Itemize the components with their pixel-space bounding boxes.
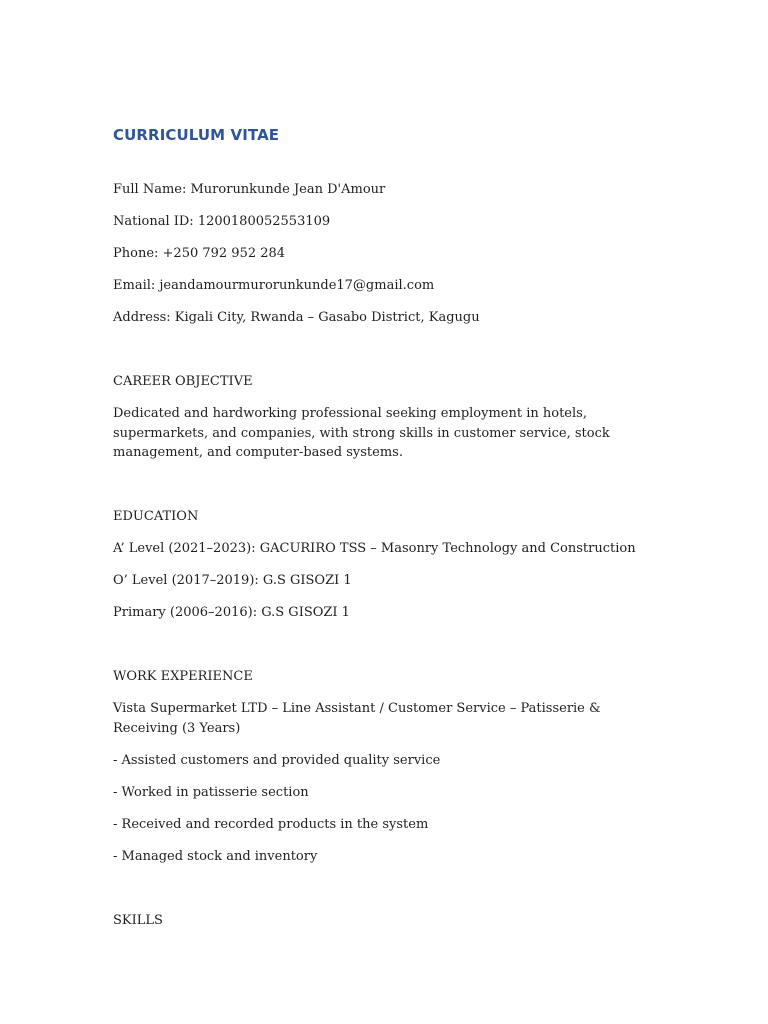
phone-line: Phone: +250 792 952 284 [113,246,286,261]
education-heading: EDUCATION [113,509,199,524]
work-duty-item: - Received and recorded products in the system [113,817,429,832]
national-id-line: National ID: 1200180052553109 [113,214,331,229]
education-item: A’ Level (2021–2023): GACURIRO TSS – Masonry Technology and Construction [113,541,636,556]
work-position: Vista Supermarket LTD – Line Assistant / Customer Service – Patisserie & Receiving (3 Years) [113,701,601,736]
education-item: Primary (2006–2016): G.S GISOZI 1 [113,605,350,620]
address-line: Address: Kigali City, Rwanda – Gasabo District, Kagugu [113,310,480,325]
work-duty-item: - Managed stock and inventory [113,849,318,864]
work-duty-item: - Assisted customers and provided quality service [113,753,441,768]
email-line: Email: jeandamourmurorunkunde17@gmail.com [113,278,435,293]
education-item: O’ Level (2017–2019): G.S GISOZI 1 [113,573,352,588]
document-title: CURRICULUM VITAE [113,126,280,144]
skills-heading: SKILLS [113,913,163,928]
full-name-line: Full Name: Murorunkunde Jean D'Amour [113,182,386,197]
career-objective-heading: CAREER OBJECTIVE [113,374,253,389]
work-experience-heading: WORK EXPERIENCE [113,669,253,684]
career-objective-text: Dedicated and hardworking professional seeking employment in hotels, supermarkets, and companies, with strong skills in customer service, stock management, and computer-based systems. [113,406,610,460]
work-duty-item: - Worked in patisserie section [113,785,309,800]
